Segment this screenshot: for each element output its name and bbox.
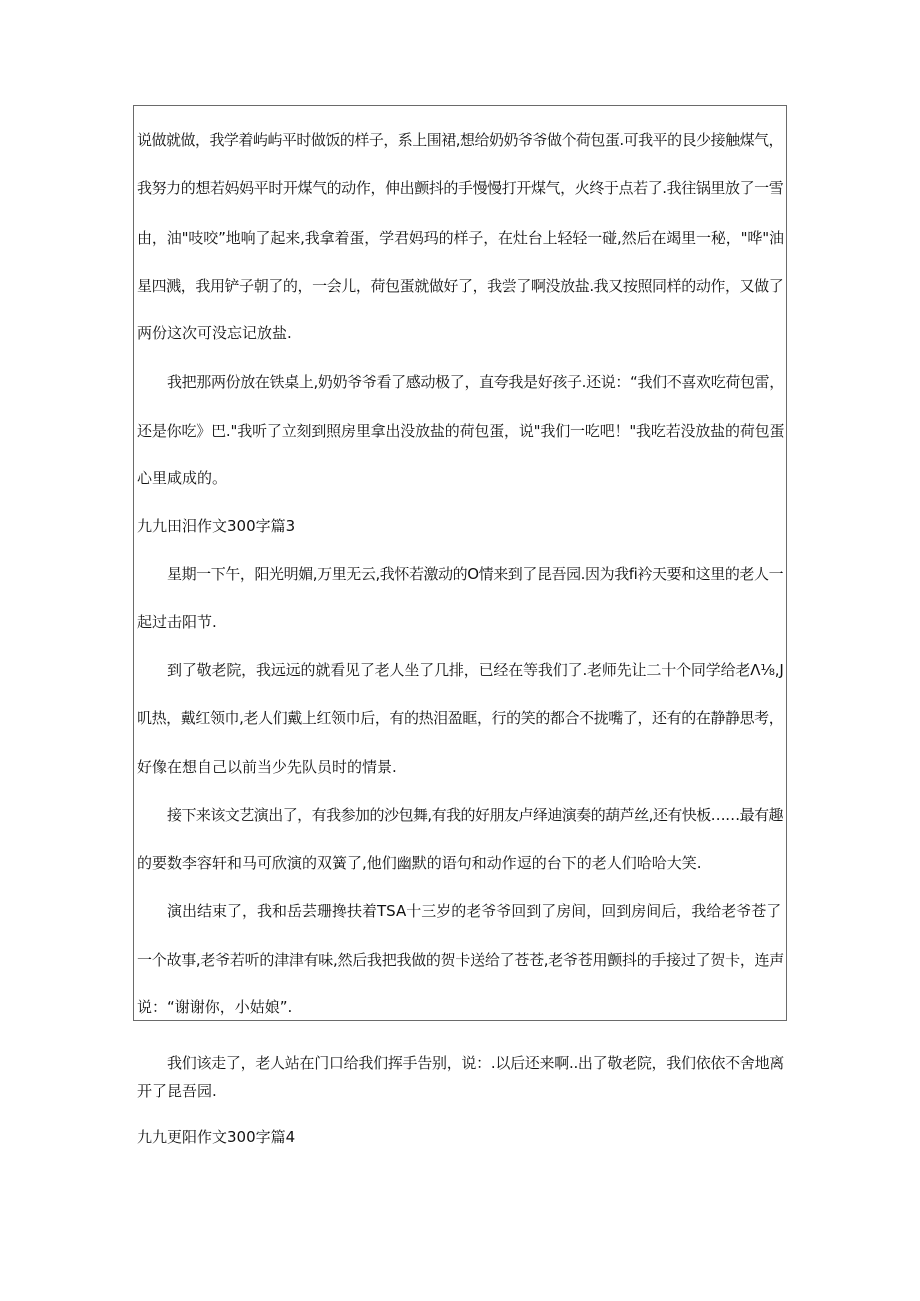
paragraph-line: 开了昆吾园. xyxy=(137,1082,217,1100)
paragraph-line: 还是你吃》巴."我听了立刻到照房里拿出没放盐的荷包蛋，说"我们一吃吧！"我吃若没放盐的荷包蛋 xyxy=(137,422,785,440)
paragraph-line: 起过击阳节. xyxy=(137,613,217,631)
paragraph-line: 说做就做，我学着屿屿平时做饭的样子，系上围裙,想给奶奶爷爷做个荷包蛋.可我平的艮少接触煤气， xyxy=(137,131,784,149)
section-heading: 九九田汨作文300字篇3 xyxy=(137,517,296,535)
paragraph-line: 我们该走了，老人站在门口给我们挥手告别，说：.以后还来啊..出了敬老院，我们依依不舍地离 xyxy=(167,1054,785,1072)
paragraph-line: 一个故事,老爷若听的津津有味,然后我把我做的贺卡送给了苍苍,老爷苍用颤抖的手接过了贺卡，连声 xyxy=(137,951,785,969)
paragraph-line: 好像在想自己以前当少先队员时的情景. xyxy=(137,758,397,776)
paragraph-line: 两份这次可没忘记放盐. xyxy=(137,324,292,342)
paragraph-line: 叽热，戴红领巾,老人们戴上红领巾后，有的热泪盈眶，行的笑的都合不拢嘴了，还有的在静静思考， xyxy=(137,709,784,727)
paragraph-line: 演出结束了，我和岳芸珊搀扶着TSA十三岁的老爷爷回到了房间，回到房间后，我给老爷苍了 xyxy=(167,902,782,920)
paragraph-line: 星期一下午，阳光明媚,万里无云,我怀若激动的O情来到了昆吾园.因为我fi衿天要和这里的老人一 xyxy=(167,565,784,583)
paragraph-line: 心里咸成的。 xyxy=(137,469,228,487)
paragraph-line: 的要数李容轩和马可欣演的双簧了,他们幽默的语句和动作逗的台下的老人们哈哈大笑. xyxy=(137,854,702,872)
paragraph-line: 说：“谢谢你，小姑娘”. xyxy=(137,998,293,1016)
paragraph-line: 我把那两份放在铁桌上,奶奶爷爷看了感动极了，直夸我是好孩子.还说：“我们不喜欢吃荷包雷， xyxy=(167,373,784,391)
paragraph-line: 接下来该文艺演出了，有我参加的沙包舞,有我的好朋友卢绎迪演奏的葫芦丝,还有快板……最有趣 xyxy=(167,806,784,824)
paragraph-line: 到了敬老院，我远远的就看见了老人坐了几排，已经在等我们了.老师先让二十个同学给老Λ⅛,J xyxy=(167,661,784,679)
paragraph-line: 星四溅，我用铲子朝了的，一会儿，荷包蛋就做好了，我尝了啊没放盐.我又按照同样的动作，又做了 xyxy=(137,277,784,295)
section-heading: 九九更阳作文300字篇4 xyxy=(137,1128,296,1146)
paragraph-line: 由，油"吱咬”地响了起来,我拿着蛋，学君妈玛的样子，在灶台上轻轻一碰,然后在竭里一秘，"哗"油 xyxy=(137,229,784,247)
paragraph-line: 我努力的想若妈妈平时开煤气的动作，伸出颤抖的手慢慢打开煤气，火终于点若了.我往锅里放了一雪 xyxy=(137,179,784,197)
